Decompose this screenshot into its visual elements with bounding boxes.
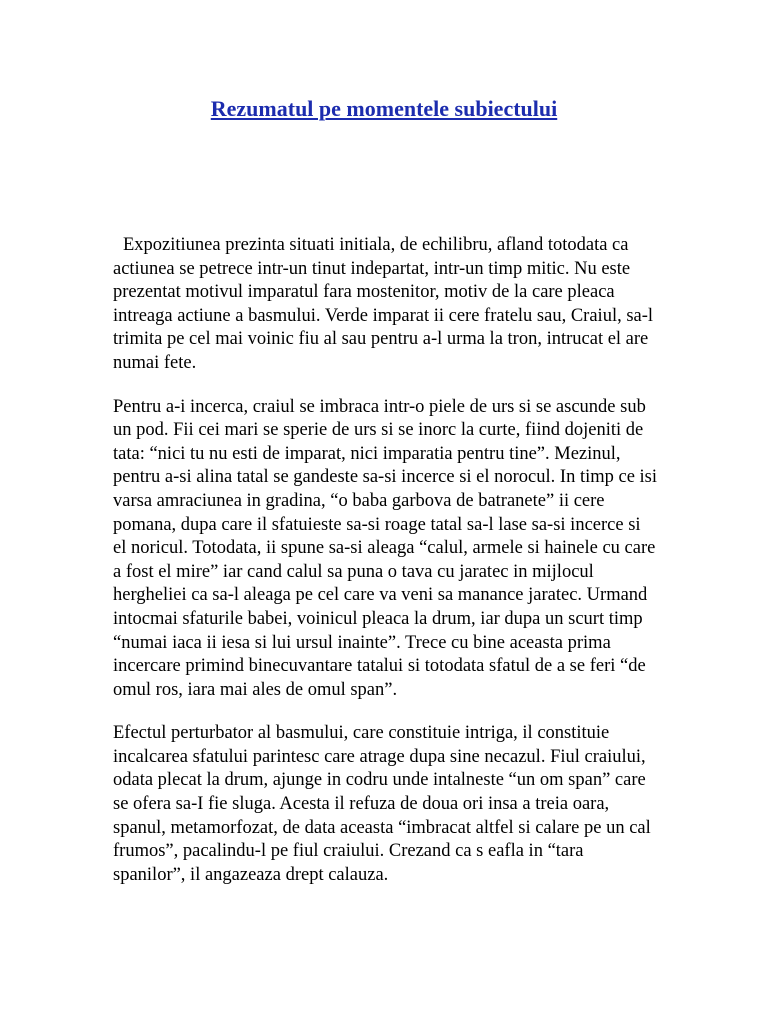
paragraph-trial: Pentru a-i incerca, craiul se imbraca intr-o piele de urs si se ascunde sub un pod. Fii cei mari se sperie de urs si se inorc la curte, fiind dojeniti de tata: “nici tu nu esti de imparat, nici imparatia pentru tine”. Mezinul, pentru a-si alina tatal se gandeste sa-si incerce si el norocul. In timp ce isi varsa amraciunea in gradina, “o baba garbova de batranete” ii cere pomana, dupa care il sfatuieste sa-si roage tatal sa-l lase sa-si incerce si el noricul. Totodata, ii spune sa-si aleaga “calul, armele si hainele cu care a fost el mire” iar cand calul sa puna o tava cu jaratec in mijlocul hergheliei ca sa-l aleaga pe cel care va veni sa manance jaratec. Urmand intocmai sfaturile babei, voinicul pleaca la drum, iar dupa un scurt timp “numai iaca ii iesa si lui ursul inainte”. Trece cu bine aceasta prima incercare primind binecuvantare tatalui si totodata sfatul de a se feri “de omul ros, iara mai ales de omul span”. [113,396,658,700]
document-title: Rezumatul pe momentele subiectului [210,96,558,121]
document-body [113,234,658,907]
paragraph-exposition: Expozitiunea prezinta situati initiala, de echilibru, afland totodata ca actiunea se petrece intr-un tinut indepartat, intr-un timp mitic. Nu este prezentat motivul imparatul fara mostenitor, motiv de la care pleaca intreaga actiune a basmului. Verde imparat ii cere fratelu sau, Craiul, sa-l trimita pe cel mai voinic fiu al sau pentru a-l urma la tron, intrucat el are numai fete. [113,235,654,373]
paragraph-intrigue: Efectul perturbator al basmului, care constituie intriga, il constituie incalcarea sfatului parintesc care atrage dupa sine necazul. Fiul craiului, odata plecat la drum, ajunge in codru unde intalneste “un om span” care se ofera sa-I fie sluga. Acesta il refuza de doua ori insa a treia oara, spanul, metamorfozat, de data aceasta “imbracat altfel si calare pe un cal frumos”, pacalindu-l pe fiul craiului. Crezand ca s eafla in “tara spanilor”, il angazeaza drept calauza. [113,723,651,885]
